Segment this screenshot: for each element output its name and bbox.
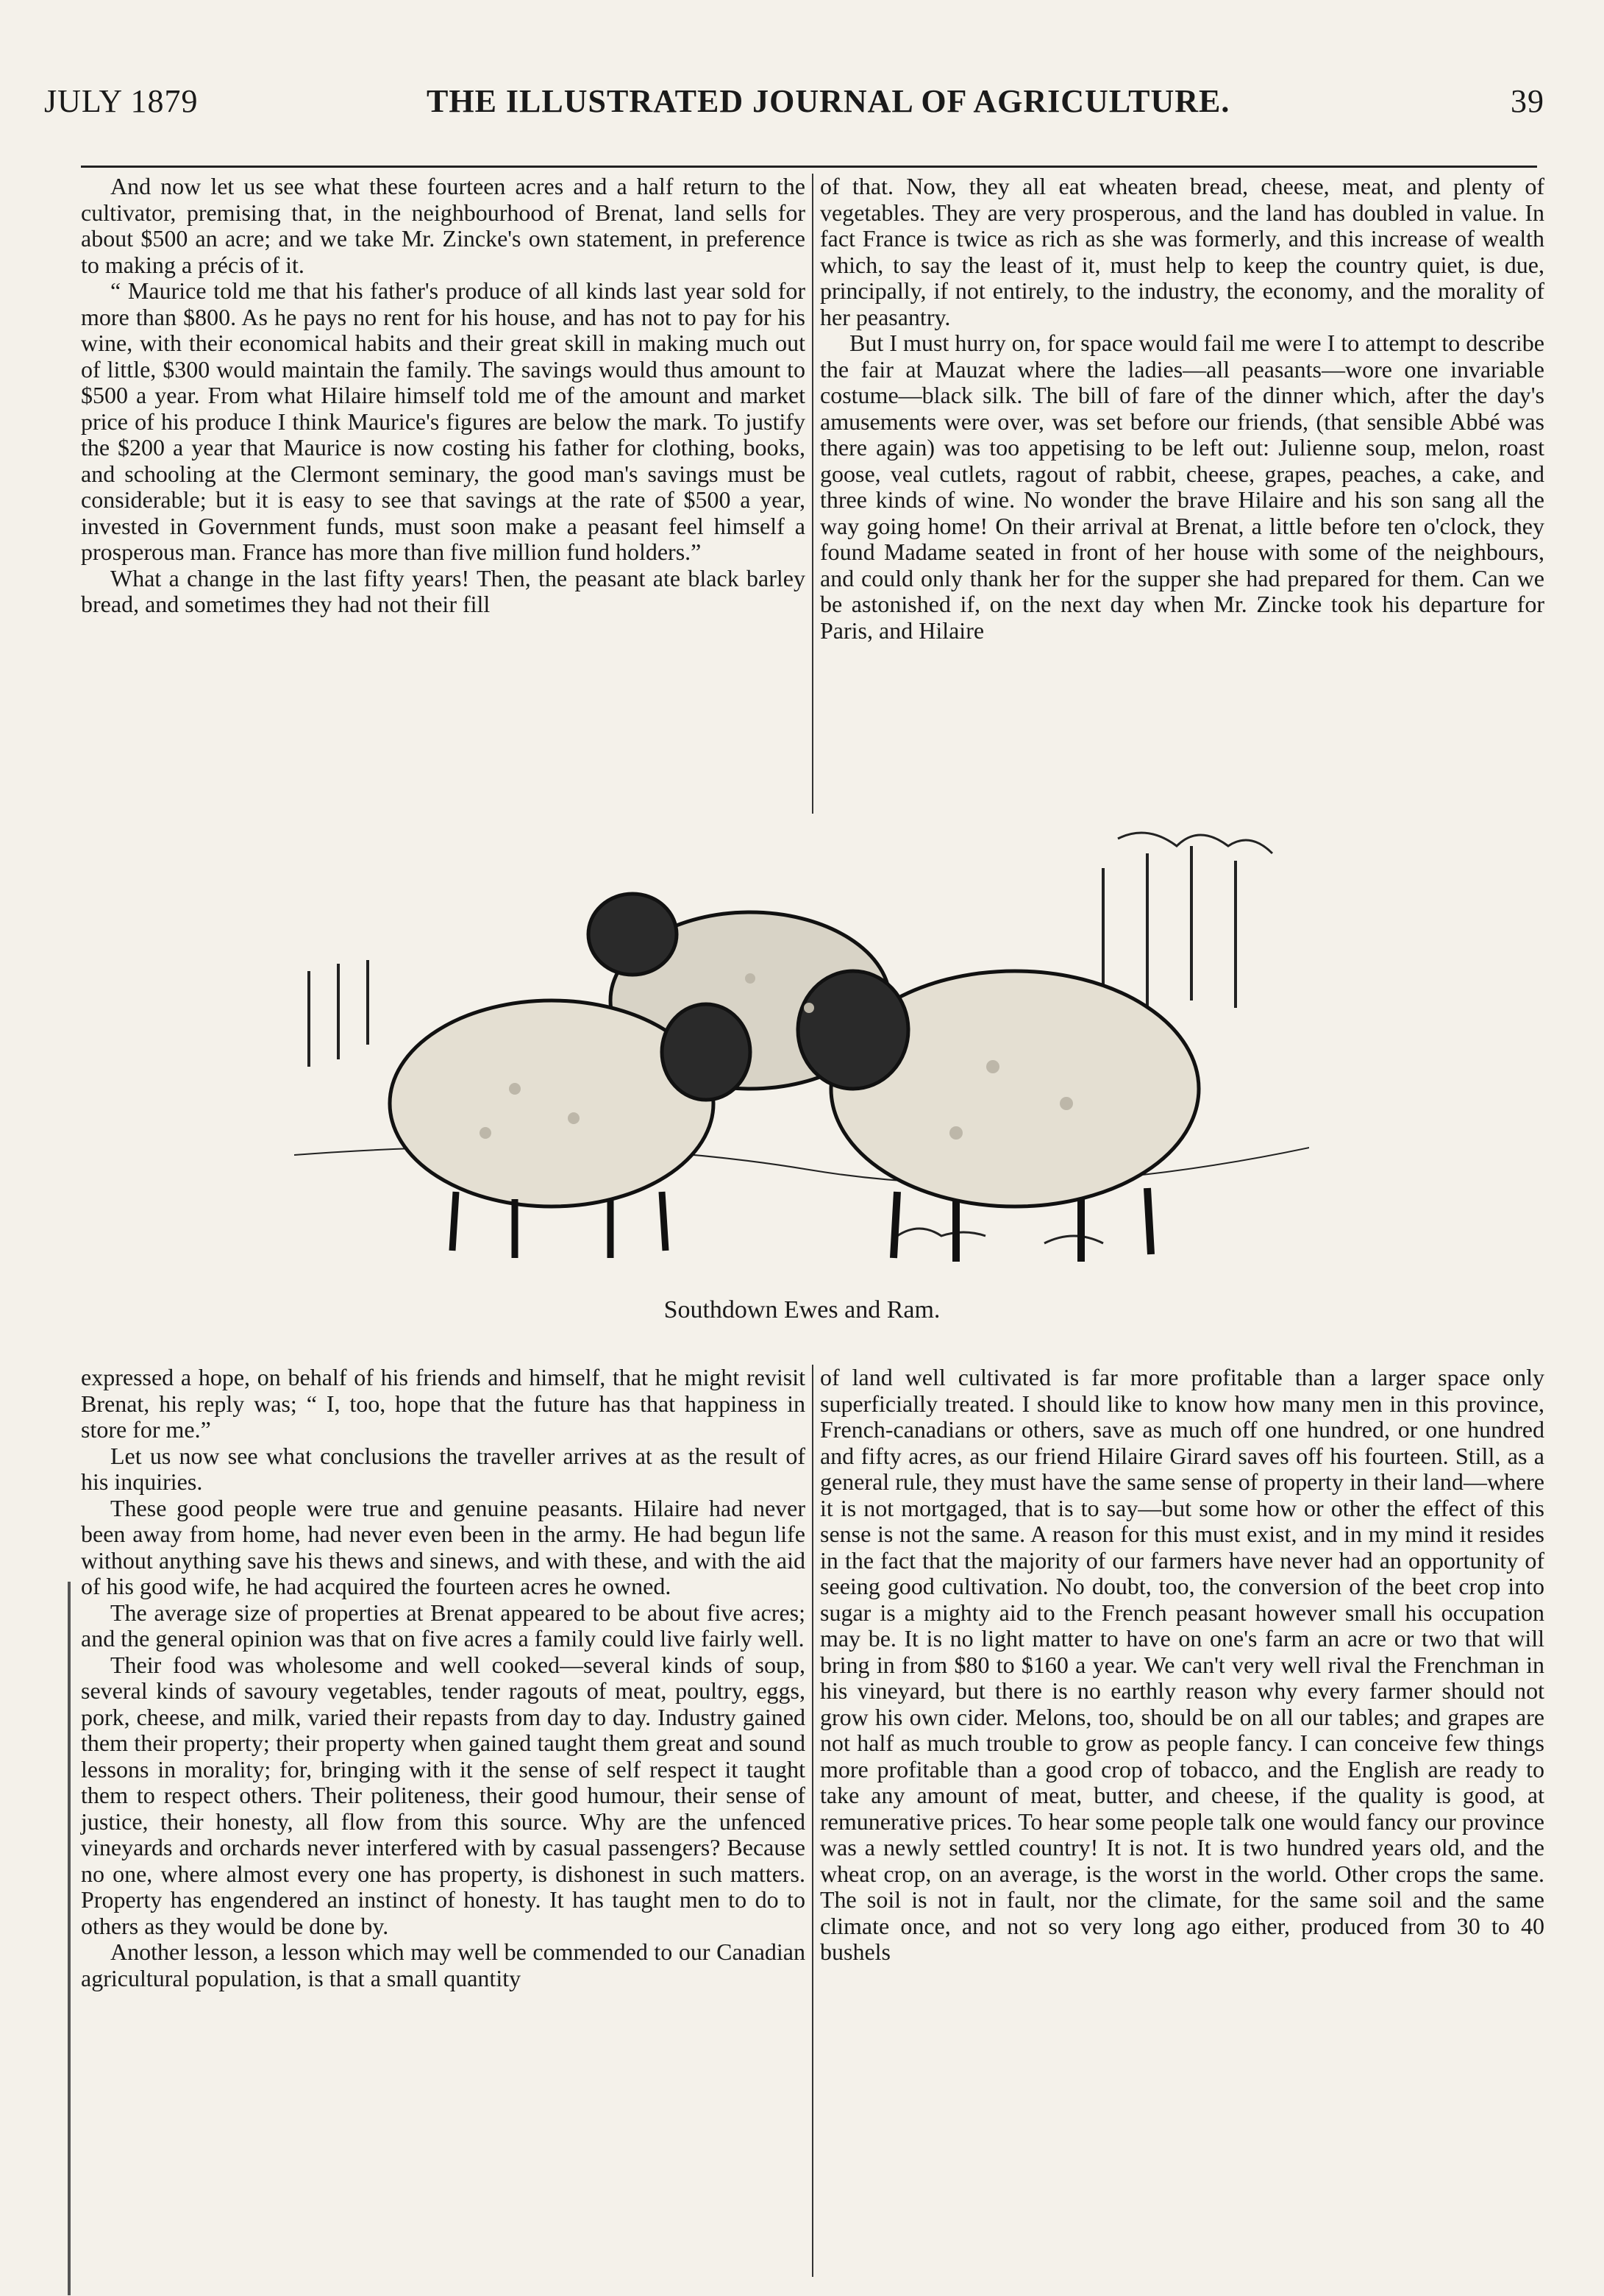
journal-title: THE ILLUSTRATED JOURNAL OF AGRICULTURE. — [427, 83, 1230, 119]
column-bottom-right — [820, 1365, 1544, 1966]
paragraph: Let us now see what conclusions the traveller arrives at as the result of his inquiries. — [81, 1442, 805, 1495]
fence-right — [1103, 846, 1236, 1015]
paragraph: of land well cultivated is far more profitable than a larger space only superficially treated. I should like to know how many men in this province, French-canadians or others, save as much off one hundred, or one hundred and fifty acres, as our friend Hilaire Girard saves off his fourteen. Still, as a general rule, they must have the same sense of property in their land—where it is not mortgaged, that is to say—but some how or other the effect of this sense is not the same. A reason for this must exist, and in my mind it resides in the fact that the majority of our farmers have never had an opportunity of seeing good cultivation. No doubt, too, the conversion of the beet crop into sugar is a mighty aid to the French peasant however small his occupation may be. It is no light matter to have on one's farm an acre or two that will bring in from $80 to $160 a year. We can't very well rival the Frenchman in his vineyard, but there is no earthly reason why every farmer should not grow his own cider. Melons, too, should be on all our tables; and grapes are not half as much trouble to grow as people fancy. I can conceive few things more profitable than a good crop of tobacco, and the English are ready to take any amount of meat, butter, and cheese, if the quality is good, at remunerative prices. To hear some people talk one would fancy our province was a newly settled country! It is not. It is two hundred years old, and the wheat crop, on an average, is the worst in the world. Other crops the same. The soil is not in fault, nor the climate, for the same soil and the same climate once, and not so very long ago either, produced from 30 to 40 bushels — [820, 1364, 1544, 1965]
paragraph: And now let us see what these fourteen acres and a half return to the cultivator, premising that, in the neighbourhood of Brenat, land sells for about $500 an acre; and we take Mr. Zincke's own statement, in preference to making a précis of it. — [81, 173, 805, 278]
fence-left — [309, 960, 368, 1067]
header-rule — [81, 166, 1537, 168]
ewe-left — [390, 1000, 750, 1258]
ram-right — [798, 971, 1199, 1262]
paragraph: expressed a hope, on behalf of his friends and himself, that he might revisit Brenat, his reply was; “ I, too, hope that the future has that happiness in store for me.” — [81, 1364, 805, 1443]
paragraph: of that. Now, they all eat wheaten bread, cheese, meat, and plenty of vegetables. They are very prosperous, and the land has doubled in value. In fact France is twice as rich as she was formerly, and this increase of wealth which, to say the least of it, must help to keep the country quiet, is due, principally, if not entirely, to the industry, the economy, and the morality of her peasantry. — [820, 173, 1544, 330]
page-number: 39 — [1511, 83, 1544, 119]
sheep-engraving — [294, 824, 1309, 1280]
issue-date: JULY 1879 — [44, 83, 199, 119]
column-divider — [812, 174, 813, 814]
column-top-right — [820, 174, 1544, 644]
paragraph: Another lesson, a lesson which may well be commended to our Canadian agricultural population, is that a small quantity — [81, 1938, 805, 1991]
paragraph: The average size of properties at Brenat appeared to be about five acres; and the general opinion was that on five acres a family could live fairly well. — [81, 1599, 805, 1652]
column-bottom-left — [81, 1365, 805, 1991]
column-top-left — [81, 174, 805, 618]
paragraph: What a change in the last fifty years! Then, the peasant ate black barley bread, and sometimes they had not their fill — [81, 564, 805, 617]
figure-caption: Southdown Ewes and Ram. — [663, 1296, 941, 1323]
running-header — [44, 82, 1544, 127]
paragraph: “ Maurice told me that his father's produce of all kinds last year sold for more than $800. As he pays no rent for his house, and has not to pay for his wine, with their economical habits and their great skill in making much out of little, $300 would maintain the family. The savings would thus amount to $500 a year. From what Hilaire himself told me of the amount and market price of his produce I think Maurice's figures are below the mark. To justify the $200 a year that Maurice is now costing his father for clothing, books, and schooling at the Clermont seminary, the good man's savings must be considerable; but it is easy to see that savings at the rate of $500 a year, invested in Government funds, must soon make a peasant feel himself a prosperous man. France has more than five million fund holders.” — [81, 277, 805, 565]
column-divider — [812, 1365, 813, 2277]
paragraph: These good people were true and genuine peasants. Hilaire had never been away from home, had never even been in the army. He had begun life without anything save his thews and sinews, and with these, and with the aid of his good wife, he had acquired the fourteen acres he owned. — [81, 1494, 805, 1599]
paragraph: But I must hurry on, for space would fail me were I to attempt to describe the fair at Mauzat where the ladies—all peasants—wore one invariable costume—black silk. The bill of fare of the dinner which, after the day's amusements were over, was set before our friends, (that sensible Abbé was there again) was too appetising to be left out: Julienne soup, melon, roast goose, veal cutlets, ragout of rabbit, cheese, grapes, peaches, a cake, and three kinds of wine. No wonder the brave Hilaire and his son sang all the way going home! On their arrival at Brenat, a little before ten o'clock, they found Madame seated in front of her house with some of the neighbours, and could only thank her for the supper she had prepared for them. Can we be astonished if, on the next day when Mr. Zincke took his departure for Paris, and Hilaire — [820, 330, 1544, 644]
paragraph: Their food was wholesome and well cooked—several kinds of soup, several kinds of savoury vegetables, tender ragouts of meat, poultry, eggs, pork, cheese, and milk, varied their repasts from day to day. Industry gained them their property; their property when gained taught them great and sound lessons in morality; for, bringing with it the sense of self respect it taught them to respect others. Their politeness, their good humour, their sense of justice, their honesty, all flow from this source. Why are the unfenced vineyards and orchards never interfered with by casual passengers? Because no one, where almost every one has property, is dishonest in such matters. Property has engendered an instinct of honesty. It has taught men to do to others as they would be done by. — [81, 1651, 805, 1939]
page-binding-edge — [68, 1582, 71, 2295]
